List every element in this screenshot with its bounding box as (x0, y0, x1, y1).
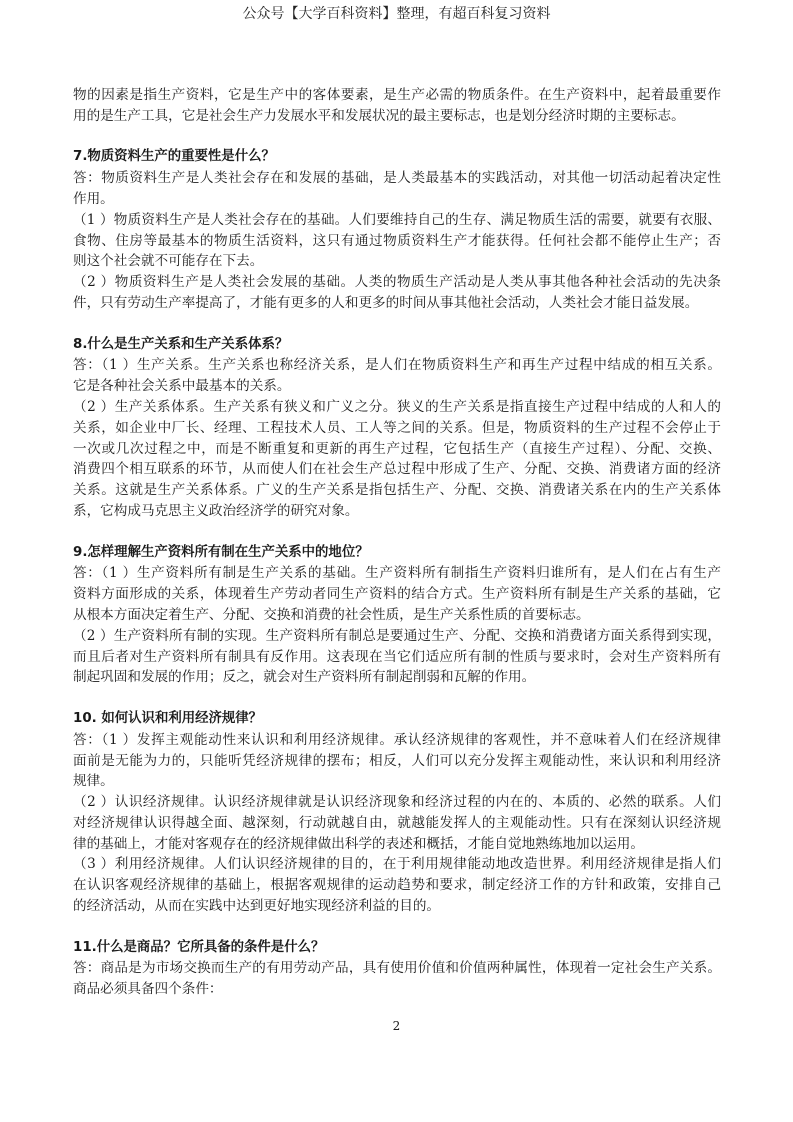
text-line: 关系，如企业中厂长、经理、工程技术人员、工人等之间的关系。但是，物质资料的生产过程不会停止于 (73, 419, 721, 436)
text-line: （3 ）利用经济规律。人们认识经济规律的目的，在于利用规律能动地改造世界。利用经济规律是指人们 (73, 856, 721, 873)
text-line: 一次或几次过程之中，而是不断重复和更新的再生产过程，它包括生产（直接生产过程）、分配、交换、 (73, 440, 721, 457)
text-line: 系，它构成马克思主义政治经济学的研究对象。 (73, 502, 359, 519)
paragraph (73, 854, 721, 916)
paragraph (73, 85, 721, 127)
paragraph (73, 272, 721, 314)
text-line: 则这个社会就不可能存在下去。 (73, 253, 264, 270)
qa-section (73, 938, 721, 1000)
page-number: 2 (392, 1019, 401, 1033)
text-line: 消费四个相互联系的环节，从而使人们在社会生产总过程中形成了生产、分配、交换、消费诸方面的经济 (73, 461, 721, 478)
text-line: 它是各种社会关系中最基本的关系。 (73, 378, 291, 395)
text-line: 律的基础上，才能对客观存在的经济规律做出科学的表述和概括，才能自觉地熟练地加以运用。 (73, 835, 644, 852)
document-body (73, 85, 721, 1000)
text-line: 答：商品是为市场交换而生产的有用劳动产品，具有使用价值和价值两种属性，体现着一定社会生产关系。 (73, 960, 721, 977)
paragraph (73, 168, 721, 210)
text-line: 规律。 (73, 773, 114, 790)
text-line: 商品必须具备四个条件： (73, 981, 223, 998)
text-line: 对经济规律认识得越全面、越深刻，行动就越自由，就越能发挥人的主观能动性。只有在深刻认识经济规 (73, 814, 721, 831)
text-line: 面前是无能为力的，只能听凭经济规律的摆布；相反，人们可以充分发挥主观能动性，来认识和利用经济 (73, 752, 721, 769)
paragraph (73, 958, 721, 1000)
text-line: （2 ）生产关系体系。生产关系有狭义和广义之分。狭义的生产关系是指直接生产过程中结成的人和人的 (73, 398, 721, 415)
qa-section (73, 335, 721, 522)
text-line: 食物、住房等最基本的物质生活资料，这只有通过物质资料生产才能获得。任何社会都不能停止生产；否 (73, 232, 721, 249)
text-line: 用的是生产工具，它是社会生产力发展水平和发展状况的最主要标志，也是划分经济时期的主要标志。 (73, 107, 685, 124)
text-line: 制起巩固和发展的作用；反之，就会对生产资料所有制起削弱和瓦解的作用。 (73, 669, 536, 686)
text-line: （2 ）物质资料生产是人类社会发展的基础。人类的物质生产活动是人类从事其他各种社会活动的先决条 (73, 274, 721, 291)
qa-section (73, 85, 721, 127)
text-line: （2 ）生产资料所有制的实现。生产资料所有制总是要通过生产、分配、交换和消费诸方面关系得到实现， (73, 627, 721, 644)
paragraph (73, 355, 721, 397)
qa-section (73, 147, 721, 313)
text-line: 答：物质资料生产是人类社会存在和发展的基础，是人类最基本的实践活动，对其他一切活动起着决定性 (73, 170, 721, 187)
text-line: 答：（1 ）生产关系。生产关系也称经济关系，是人们在物质资料生产和再生产过程中结成的相互关系。 (73, 357, 721, 374)
paragraph (73, 397, 721, 522)
text-line: 物的因素是指生产资料，它是生产中的客体要素，是生产必需的物质条件。在生产资料中，起着最重要作 (73, 87, 721, 103)
paragraph (73, 626, 721, 688)
text-line: （2 ）认识经济规律。认识经济规律就是认识经济现象和经济过程的内在的、本质的、必然的联系。人们 (73, 794, 721, 811)
qa-section (73, 709, 721, 917)
question-heading: 7.物质资料生产的重要性是什么？ (73, 149, 275, 165)
question-heading: 8.什么是生产关系和生产关系体系？ (73, 336, 289, 352)
page-header: 公众号【大学百科资料】整理，有超百科复习资料 (242, 6, 551, 22)
text-line: 关系。这就是生产关系体系。广义的生产关系是指包括生产、分配、交换、消费诸关系在内的生产关系体 (73, 482, 721, 499)
text-line: 从根本方面决定着生产、分配、交换和消费的社会性质，是生产关系性质的首要标志。 (73, 606, 590, 623)
text-line: 的经济活动，从而在实践中达到更好地实现经济利益的目的。 (73, 898, 441, 915)
paragraph (73, 563, 721, 625)
question-heading: 10. 如何认识和利用经济规律？ (73, 710, 263, 726)
paragraph (73, 792, 721, 854)
text-line: 在认识客观经济规律的基础上，根据客观规律的运动趋势和要求，制定经济工作的方针和政策，安排自己 (73, 877, 721, 894)
paragraph (73, 730, 721, 792)
qa-section (73, 543, 721, 689)
text-line: 答：（1 ）发挥主观能动性来认识和利用经济规律。承认经济规律的客观性，并不意味着人们在经济规律 (73, 731, 721, 748)
question-heading: 11.什么是商品？它所具备的条件是什么？ (73, 939, 325, 955)
text-line: 件，只有劳动生产率提高了，才能有更多的人和更多的时间从事其他社会活动，人类社会才能日益发展。 (73, 294, 699, 311)
text-line: 而且后者对生产资料所有制具有反作用。这表现在当它们适应所有制的性质与要求时，会对生产资料所有 (73, 648, 721, 665)
paragraph (73, 210, 721, 272)
text-line: 答：（1 ）生产资料所有制是生产关系的基础。生产资料所有制指生产资料归谁所有，是人们在占有生产 (73, 565, 721, 582)
text-line: （1 ）物质资料生产是人类社会存在的基础。人们要维持自己的生存、满足物质生活的需要，就要有衣服、 (73, 211, 721, 228)
text-line: 作用。 (73, 190, 114, 207)
text-line: 资料方面形成的关系，体现着生产劳动者同生产资料的结合方式。生产资料所有制是生产关系的基础，它 (73, 586, 721, 603)
question-heading: 9.怎样理解生产资料所有制在生产关系中的地位？ (73, 544, 369, 560)
